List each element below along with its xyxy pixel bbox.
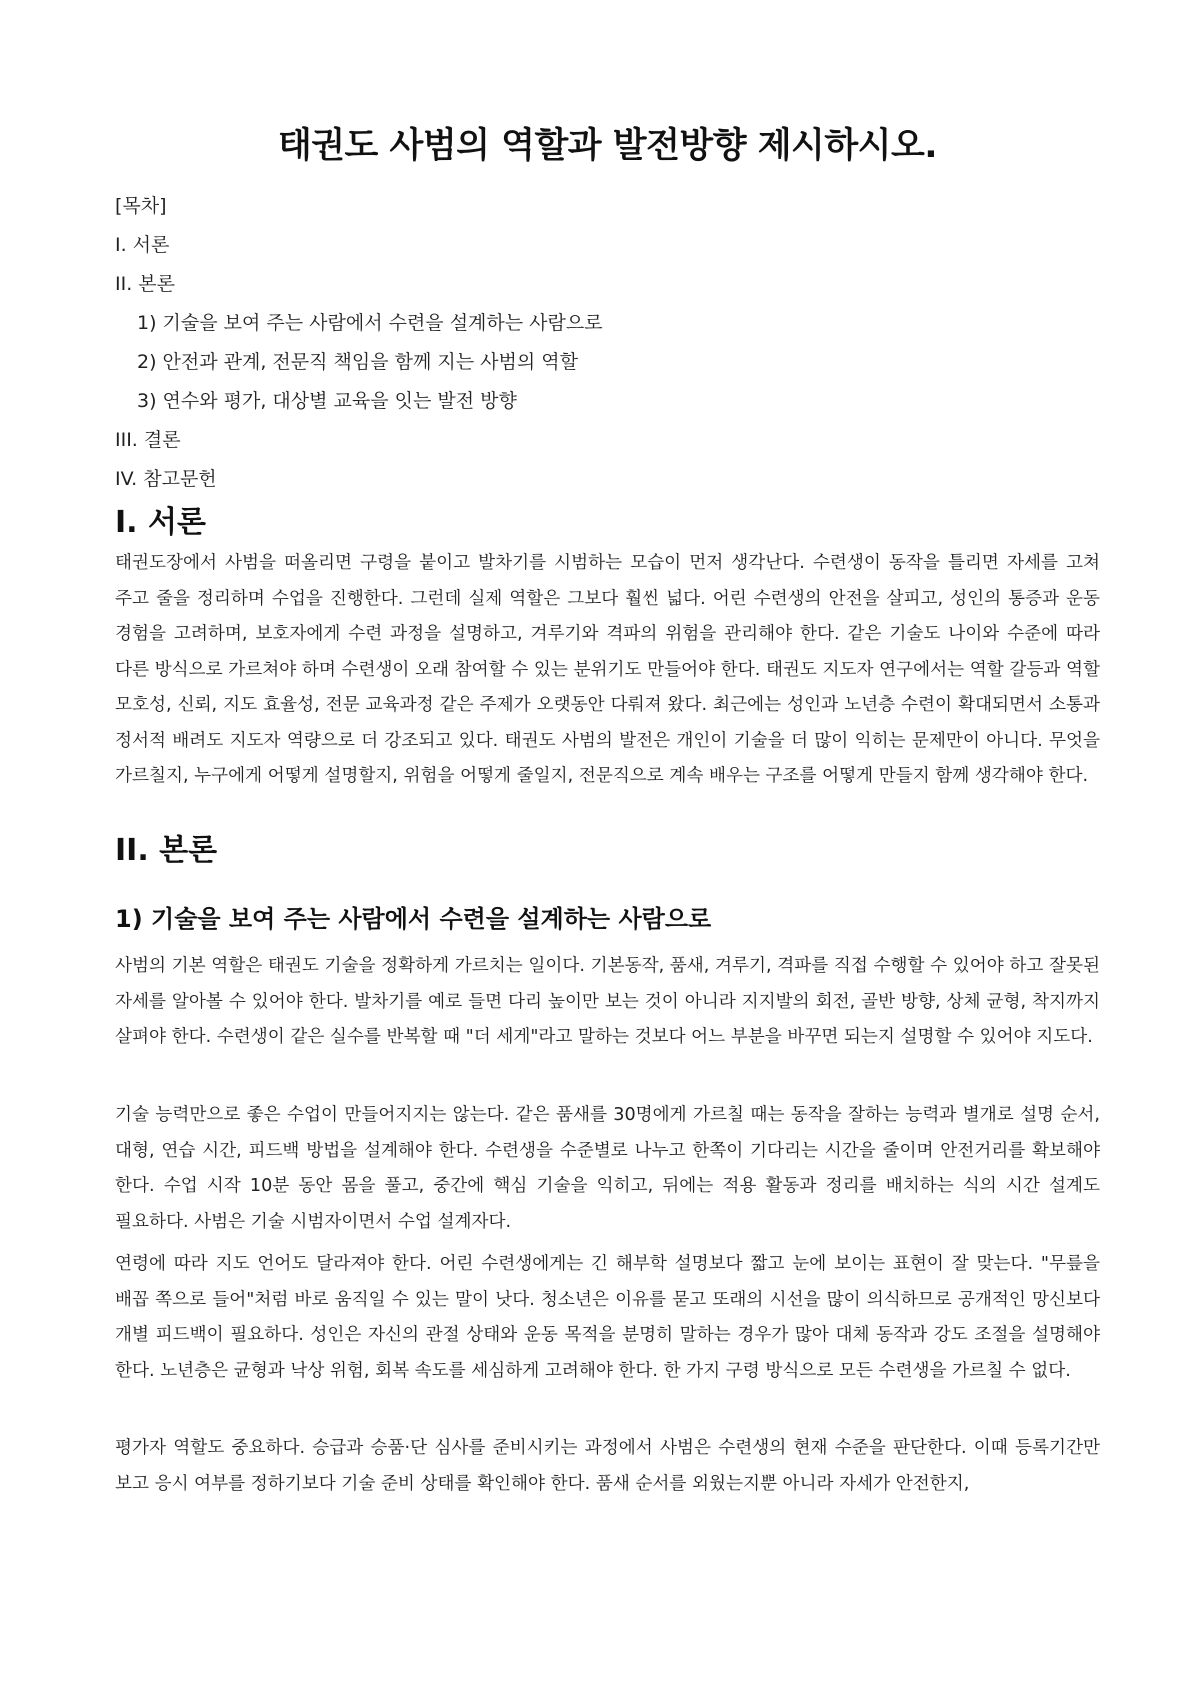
- toc-item-intro: I. 서론: [115, 234, 170, 256]
- subsection-heading-1: 1) 기술을 보여 주는 사람에서 수련을 설계하는 사람으로: [115, 905, 712, 933]
- section-heading-intro: I. 서론: [115, 505, 206, 540]
- body-paragraph-4: 평가자 역할도 중요하다. 승급과 승품·단 심사를 준비시키는 과정에서 사범은 수련생의 현재 수준을 판단한다. 이때 등록기간만 보고 응시 여부를 정하기보다 기술 준비 상태를 확인해야 한다. 품새 순서를 외웠는지뿐 아니라 자세가 안전한지,: [115, 1438, 1100, 1494]
- section-heading-body: II. 본론: [115, 833, 218, 868]
- toc-item-body-2: 2) 안전과 관계, 전문직 책임을 함께 지는 사범의 역할: [137, 351, 578, 373]
- toc-heading: [목차]: [115, 195, 167, 217]
- toc-item-body: II. 본론: [115, 273, 175, 295]
- document-title: 태권도 사범의 역할과 발전방향 제시하시오.: [277, 126, 938, 166]
- toc-item-body-1: 1) 기술을 보여 주는 사람에서 수련을 설계하는 사람으로: [137, 312, 603, 334]
- toc-item-references: IV. 참고문헌: [115, 468, 217, 490]
- body-paragraph-2: 기술 능력만으로 좋은 수업이 만들어지지는 않는다. 같은 품새를 30명에게 가르칠 때는 동작을 잘하는 능력과 별개로 설명 순서, 대형, 연습 시간, 피드백 방법을 설계해야 한다. 수련생을 수준별로 나누고 한쪽이 기다리는 시간을 줄이며 안전거리를 확보해야 한다. 수업 시작 10분 동안 몸을 풀고, 중간에 핵심 기술을 익히고, 뒤에는 적용 활동과 정리를 배치하는 식의 시간 설계도 필요하다. 사범은 기술 시범자이면서 수업 설계자다.: [115, 1105, 1100, 1232]
- intro-paragraph: 태권도장에서 사범을 떠올리면 구령을 붙이고 발차기를 시범하는 모습이 먼저 생각난다. 수련생이 동작을 틀리면 자세를 고쳐 주고 줄을 정리하며 수업을 진행한다. 그런데 실제 역할은 그보다 훨씬 넓다. 어린 수련생의 안전을 살피고, 성인의 통증과 운동 경험을 고려하며, 보호자에게 수련 과정을 설명하고, 겨루기와 격파의 위험을 관리해야 한다. 같은 기술도 나이와 수준에 따라 다른 방식으로 가르쳐야 하며 수련생이 오래 참여할 수 있는 분위기도 만들어야 한다. 태권도 지도자 연구에서는 역할 갈등과 역할 모호성, 신뢰, 지도 효율성, 전문 교육과정 같은 주제가 오랫동안 다뤄져 왔다. 최근에는 성인과 노년층 수련이 확대되면서 소통과 정서적 배려도 지도자 역량으로 더 강조되고 있다. 태권도 사범의 발전은 개인이 기술을 더 많이 익히는 문제만이 아니다. 무엇을 가르칠지, 누구에게 어떻게 설명할지, 위험을 어떻게 줄일지, 전문직으로 계속 배우는 구조를 어떻게 만들지 함께 생각해야 한다.: [115, 553, 1100, 786]
- table-of-contents: [115, 187, 1100, 499]
- toc-item-conclusion: III. 결론: [115, 429, 181, 451]
- body-paragraph-1: 사범의 기본 역할은 태권도 기술을 정확하게 가르치는 일이다. 기본동작, 품새, 겨루기, 격파를 직접 수행할 수 있어야 하고 잘못된 자세를 알아볼 수 있어야 한다. 발차기를 예로 들면 다리 높이만 보는 것이 아니라 지지발의 회전, 골반 방향, 상체 균형, 착지까지 살펴야 한다. 수련생이 같은 실수를 반복할 때 "더 세게"라고 말하는 것보다 어느 부분을 바꾸면 되는지 설명할 수 있어야 지도다.: [115, 956, 1100, 1047]
- body-paragraph-3: 연령에 따라 지도 언어도 달라져야 한다. 어린 수련생에게는 긴 해부학 설명보다 짧고 눈에 보이는 표현이 잘 맞는다. "무릎을 배꼽 쪽으로 들어"처럼 바로 움직일 수 있는 말이 낫다. 청소년은 이유를 묻고 또래의 시선을 많이 의식하므로 공개적인 망신보다 개별 피드백이 필요하다. 성인은 자신의 관절 상태와 운동 목적을 분명히 말하는 경우가 많아 대체 동작과 강도 조절을 설명해야 한다. 노년층은 균형과 낙상 위험, 회복 속도를 세심하게 고려해야 한다. 한 가지 구령 방식으로 모든 수련생을 가르칠 수 없다.: [115, 1254, 1100, 1381]
- toc-item-body-3: 3) 연수와 평가, 대상별 교육을 잇는 발전 방향: [137, 390, 517, 412]
